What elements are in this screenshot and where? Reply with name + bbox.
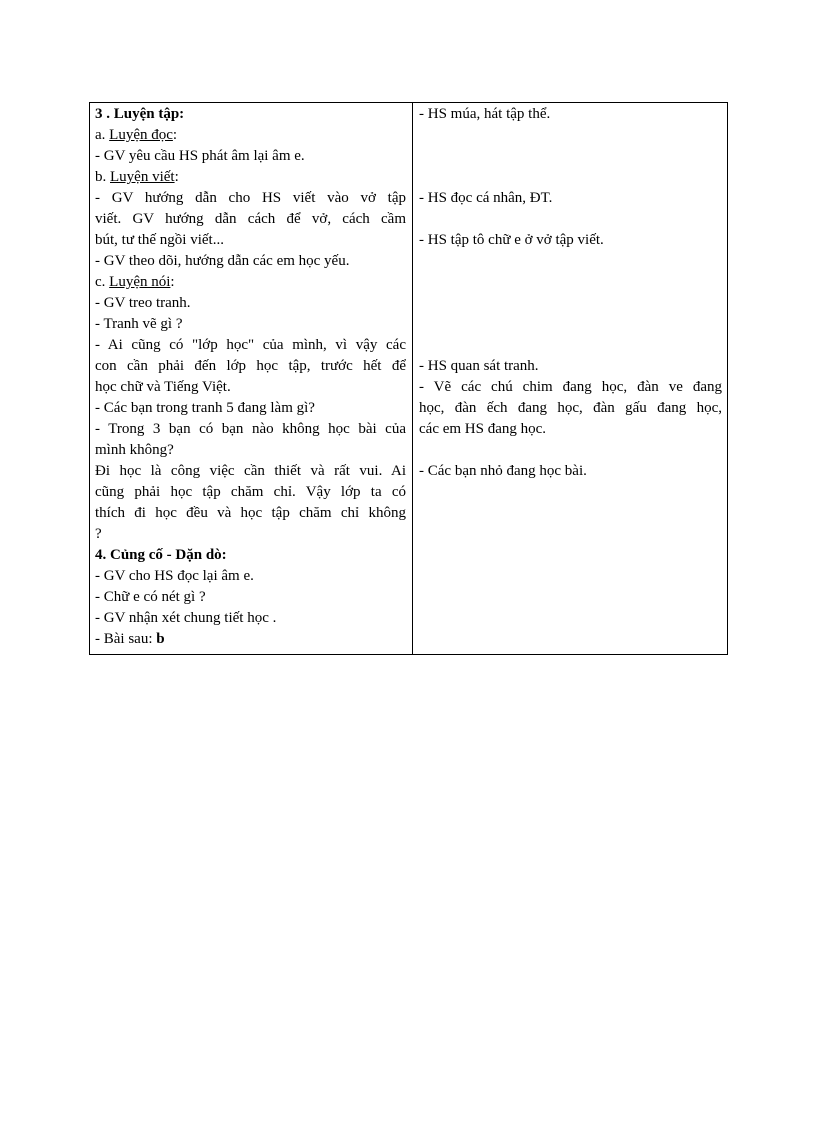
text-line: học chữ và Tiếng Việt. <box>95 379 231 395</box>
text-line: Đi học là công việc cần thiết và rất vui. Ai <box>95 463 406 479</box>
text-line: - Chữ e có nét gì ? <box>95 589 206 605</box>
text-line: - Tranh vẽ gì ? <box>95 316 183 332</box>
reading-practice-heading: a. Luyện đọc: <box>95 127 178 143</box>
text-line: - GV treo tranh. <box>95 295 191 311</box>
text-line: - GV cho HS đọc lại âm e. <box>95 568 254 584</box>
text-line: thích đi học đều và học tập chăm chỉ không <box>95 505 406 521</box>
text-line: các em HS đang học. <box>419 421 547 437</box>
section-3-heading: 3 . Luyện tập: <box>95 106 185 122</box>
writing-practice-heading: b. Luyện viết: <box>95 169 179 185</box>
text-line: - GV theo dõi, hướng dẫn các em học yếu. <box>95 253 350 269</box>
next-lesson-line: - Bài sau: b <box>95 631 165 647</box>
text-line: học, đàn ếch đang học, đàn gấu đang học, <box>419 400 722 416</box>
text-line: viết. GV hướng dẫn cách để vở, cách cầm <box>95 211 406 227</box>
text-line: - GV hướng dẫn cho HS viết vào vở tập <box>95 190 406 206</box>
column-divider <box>412 102 413 655</box>
text-line: - HS đọc cá nhân, ĐT. <box>419 190 553 206</box>
speaking-practice-heading: c. Luyện nói: <box>95 274 175 290</box>
text-line: - GV nhận xét chung tiết học . <box>95 610 277 626</box>
text-line: mình không? <box>95 442 174 458</box>
text-line: - Trong 3 bạn có bạn nào không học bài của <box>95 421 406 437</box>
text-line: - Ai cũng có "lớp học" của mình, vì vậy các <box>95 337 406 353</box>
text-line: cũng phải học tập chăm chỉ. Vậy lớp ta có <box>95 484 406 500</box>
text-line: - GV yêu cầu HS phát âm lại âm e. <box>95 148 305 164</box>
text-line: - Các bạn nhỏ đang học bài. <box>419 463 587 479</box>
text-line: - Vẽ các chú chim đang học, đàn ve đang <box>419 379 722 395</box>
text-line: ? <box>95 526 102 542</box>
section-4-heading: 4. Củng cố - Dặn dò: <box>95 547 227 563</box>
text-line: - Các bạn trong tranh 5 đang làm gì? <box>95 400 315 416</box>
text-line: - HS múa, hát tập thể. <box>419 106 551 122</box>
text-line: - HS quan sát tranh. <box>419 358 539 374</box>
text-line: - HS tập tô chữ e ở vở tập viết. <box>419 232 604 248</box>
text-line: bút, tư thế ngồi viết... <box>95 232 224 248</box>
text-line: con cần phải đến lớp học tập, trước hết để <box>95 358 406 374</box>
